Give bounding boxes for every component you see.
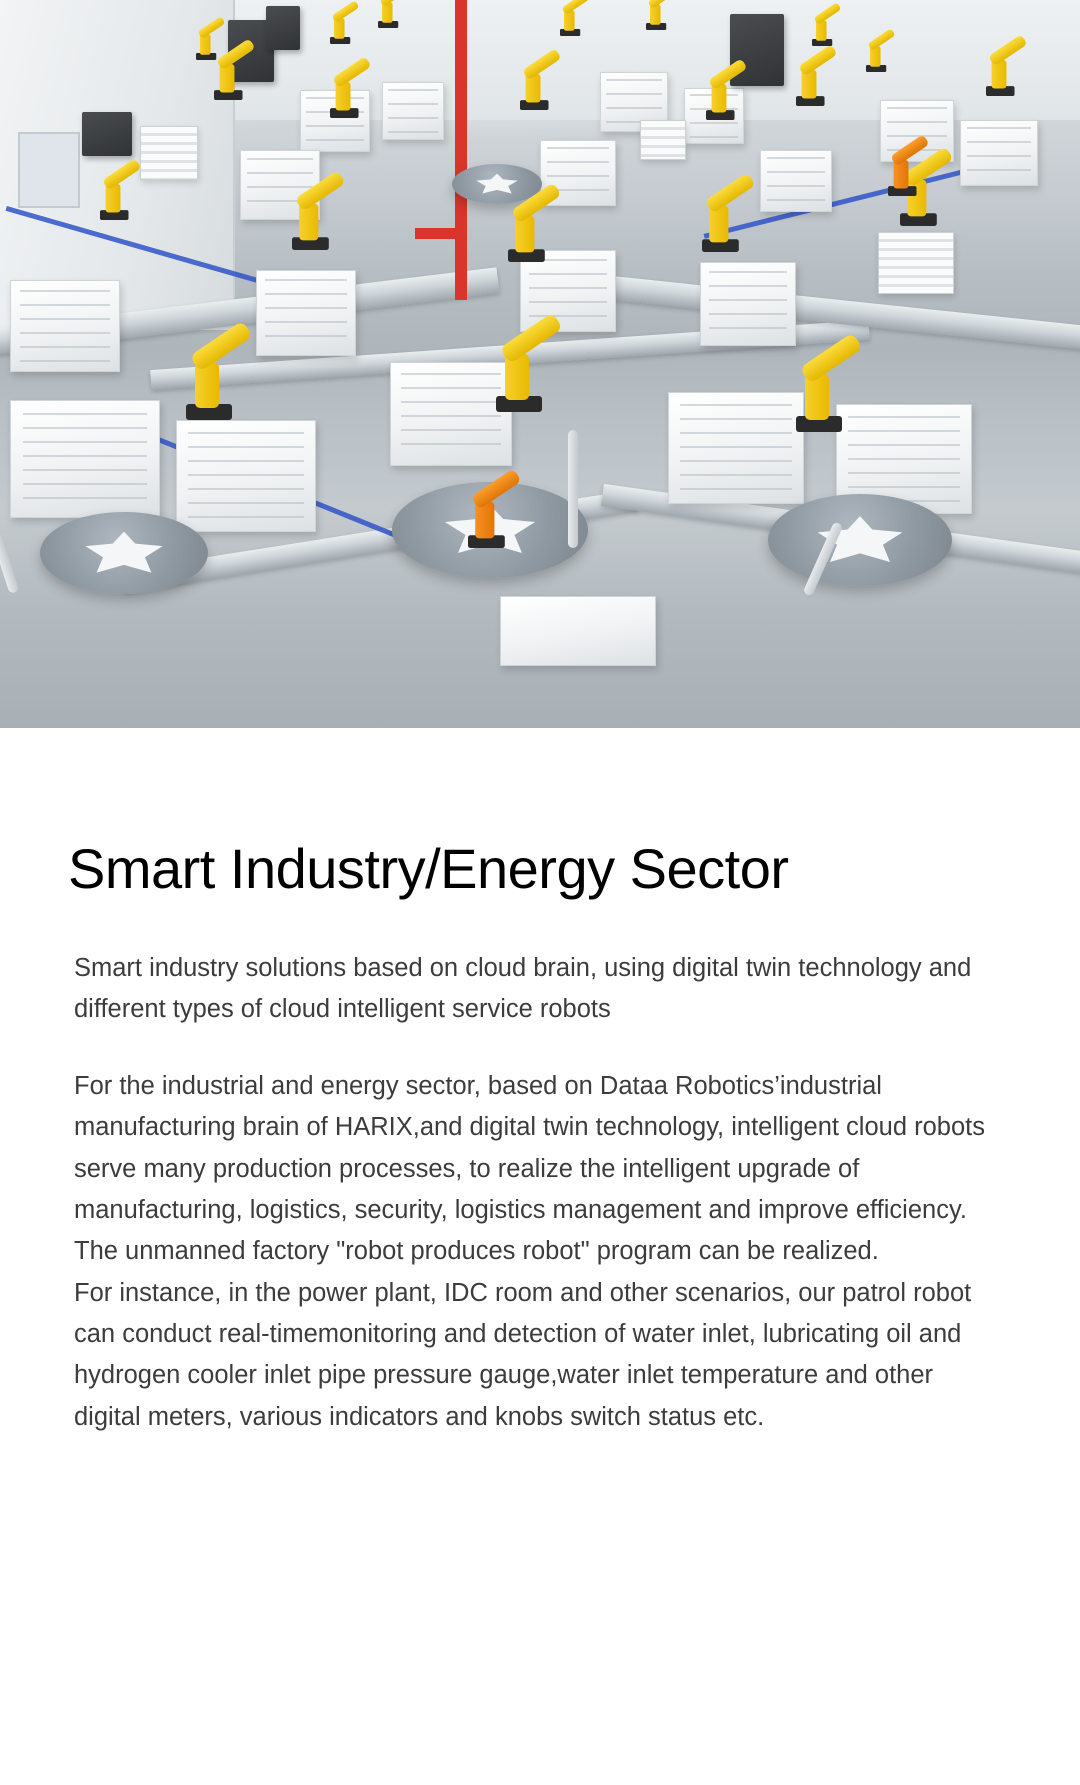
equipment-crate bbox=[256, 270, 356, 356]
control-cabinet bbox=[266, 6, 300, 50]
control-cabinet bbox=[730, 14, 784, 86]
equipment-crate bbox=[668, 392, 804, 504]
rotary-machine-base bbox=[40, 512, 208, 594]
parts-shelf bbox=[640, 120, 686, 160]
equipment-crate bbox=[760, 150, 832, 212]
equipment-crate bbox=[176, 420, 316, 532]
equipment-crate bbox=[390, 362, 512, 466]
factory-scene bbox=[0, 0, 1080, 728]
red-support-post bbox=[455, 0, 467, 300]
article-paragraph-3: For instance, in the power plant, IDC room and other scenarios, our patrol robot can conduct real-timemonitoring and detection of water inlet, lubricating oil and hydrogen cooler inlet pipe pressure gauge,water inlet temperature and other digital meters, various indicators and knobs switch status etc. bbox=[74, 1278, 972, 1431]
article-paragraph-2: The unmanned factory "robot produces robot" program can be realized. bbox=[74, 1237, 879, 1266]
hero-image bbox=[0, 0, 1080, 728]
rotary-machine-base bbox=[768, 494, 952, 586]
article-lead: Smart industry solutions based on cloud brain, using digital twin technology and different types of cloud intelligent service robots bbox=[74, 953, 972, 1023]
article-content bbox=[0, 728, 1080, 1438]
equipment-crate bbox=[10, 400, 160, 518]
equipment-crate bbox=[10, 280, 120, 372]
cobot-arm bbox=[568, 430, 578, 548]
equipment-crate bbox=[960, 120, 1038, 186]
equipment-crate bbox=[520, 250, 616, 332]
parts-shelf bbox=[878, 232, 954, 294]
page-title: Smart Industry/Energy Sector bbox=[68, 837, 789, 900]
equipment-crate bbox=[700, 262, 796, 346]
equipment-crate bbox=[382, 82, 444, 140]
equipment-crate bbox=[500, 596, 656, 666]
article-paragraph-1: For the industrial and energy sector, based on Dataa Robotics’industrial manufacturing brain of HARIX,and digital twin technology, intelligent cloud robots serve many production processes, to realize the intelligent upgrade of manufacturing, logistics, security, logistics management and improve efficiency. bbox=[74, 1072, 985, 1225]
parts-shelf bbox=[140, 126, 198, 180]
cobot-arm bbox=[0, 532, 19, 594]
control-cabinet bbox=[82, 112, 132, 156]
